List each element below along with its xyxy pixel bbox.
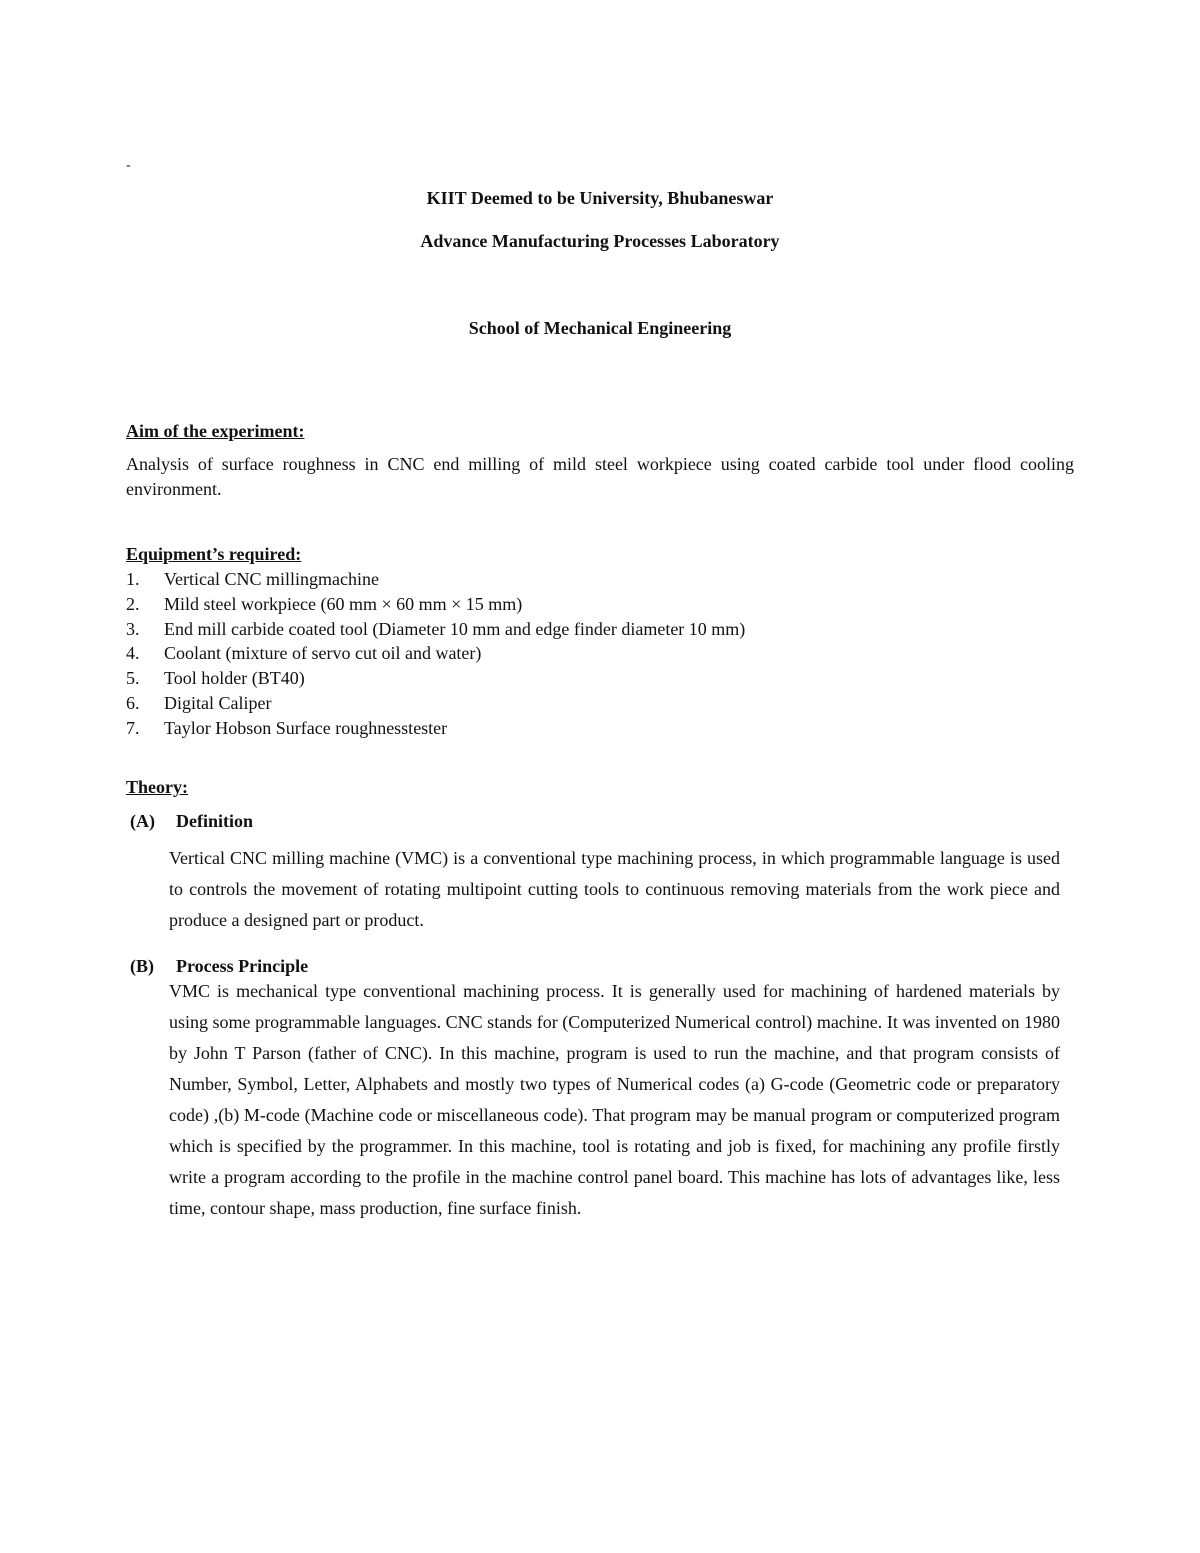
theory-heading: Theory: <box>126 777 188 797</box>
equipment-heading: Equipment’s required: <box>126 544 302 564</box>
list-item-text: Vertical CNC millingmachine <box>164 569 379 589</box>
process-principle-title: Process Principle <box>176 956 309 976</box>
list-item-text: Mild steel workpiece (60 mm × 60 mm × 15 mm) <box>164 593 523 614</box>
list-item-number: 3. <box>126 618 140 639</box>
definition-heading <box>130 810 253 832</box>
list-item <box>126 592 745 617</box>
aim-text: Analysis of surface roughness in CNC end milling of mild steel workpiece using coated carbide tool under flood cooling environment. <box>126 454 1074 499</box>
list-item-number: 4. <box>126 643 140 664</box>
list-item-text: Coolant (mixture of servo cut oil and water) <box>164 643 482 664</box>
definition-label: (A) <box>130 811 155 831</box>
aim-heading: Aim of the experiment: <box>126 421 305 441</box>
list-item-number: 6. <box>126 692 140 713</box>
equipment-list <box>126 567 745 741</box>
lab-title: Advance Manufacturing Processes Laboratory <box>420 231 780 251</box>
list-item-text: Tool holder (BT40) <box>164 668 305 689</box>
list-item <box>126 716 745 741</box>
school-title: School of Mechanical Engineering <box>468 318 732 338</box>
definition-title: Definition <box>176 811 254 831</box>
list-item-number: 5. <box>126 668 140 689</box>
list-item <box>126 691 745 716</box>
definition-text: Vertical CNC milling machine (VMC) is a conventional type machining process, in which programmable language is used to controls the movement of rotating multipoint cutting tools to continuous removing materials from the work piece and produce a designed part or product. <box>169 848 1060 930</box>
list-item <box>126 617 745 642</box>
process-principle-text: VMC is mechanical type conventional machining process. It is generally used for machining of hardened materials by using some programmable languages. CNC stands for (Computerized Numerical control) machine. It was invented on 1980 by John T Parson (father of CNC). In this machine, program is used to run the machine, and that program consists of Number, Symbol, Letter, Alphabets and mostly two types of Numerical codes (a) G-code (Geometric code or preparatory code) ,(b) M-code (Machine code or miscellaneous code). That program may be manual program or computerized program which is specified by the programmer. In this machine, tool is rotating and job is fixed, for machining any profile firstly write a program according to the profile in the machine control panel board. This machine has lots of advantages like, less time, contour shape, mass production, fine surface finish. <box>169 981 1060 1218</box>
list-item <box>126 641 745 666</box>
list-item-number: 2. <box>126 593 140 614</box>
process-principle-heading <box>130 955 308 977</box>
university-title: KIIT Deemed to be University, Bhubaneswar <box>426 188 774 208</box>
list-item-number: 1. <box>126 569 140 589</box>
list-item <box>126 666 745 691</box>
list-item-number: 7. <box>126 717 140 738</box>
list-item-text: Taylor Hobson Surface roughnesstester <box>164 717 448 738</box>
list-item <box>126 567 745 592</box>
process-principle-label: (B) <box>130 956 154 976</box>
stray-mark: - <box>126 158 131 173</box>
list-item-text: Digital Caliper <box>164 692 272 713</box>
list-item-text: End mill carbide coated tool (Diameter 10 mm and edge finder diameter 10 mm) <box>164 618 746 639</box>
